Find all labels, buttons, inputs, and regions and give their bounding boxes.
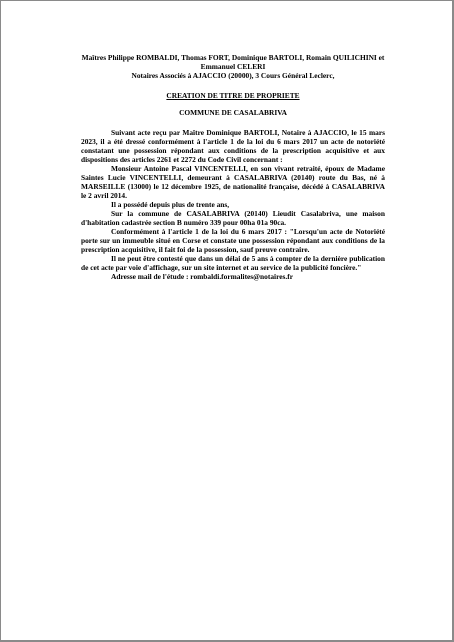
header-line-1: Maîtres Philippe ROMBALDI, Thomas FORT, Dominique BARTOLI, Romain QUILICHINI et (81, 53, 385, 62)
law-reference: Conformément à l'article 1 de la loi du 6 mars 2017 : (111, 227, 287, 236)
paragraph-act: Suivant acte reçu par Maître Dominique BARTOLI, Notaire à AJACCIO, le 15 mars 2023, il a été dressé conformément à l'article 1 de la loi du 6 mars 2017 un acte de notoriété constatant une possession répondant aux conditions de la prescription acquisitive et aux dispositions des articles 2261 et 2272 du Code Civil concernant : (81, 128, 385, 164)
notice-title: CREATION DE TITRE DE PROPRIETE (166, 91, 300, 100)
paragraph-property: Sur la commune de CASALABRIVA (20140) Lieudit Casalabriva, une maison d'habitation cadastrée section B numéro 339 pour 00ha 01a 90ca. (81, 209, 385, 227)
paragraph-person (81, 164, 385, 200)
header-line-2: Emmanuel CELERI (200, 62, 266, 71)
paragraph-email: Adresse mail de l'étude : rombaldi.formalites@notaires.fr (111, 272, 293, 281)
person-details: , en son vivant retraité, époux de Madame Saintes Lucie VINCENTELLI, demeurant à CASALABRIVA (20140) route du Bas, né à MARSEILLE (13000) le 12 décembre 1925, de nationalité française, décédé à CASALABRIVA le 2 avril 2014. (81, 164, 385, 200)
law-quote: "Lorsqu'un acte de Notoriété porte sur un immeuble situé en Corse et constate une possession répondant aux conditions de la prescription acquisitive, il fait foi de la possession, sauf preuve contraire. (81, 227, 386, 254)
paragraph-law (81, 227, 385, 254)
paragraph-contest: Il ne peut être contesté que dans un délai de 5 ans à compter de la dernière publication de cet acte par voie d'affichage, sur un site internet et au service de la publicité foncière." (81, 254, 385, 272)
header-line-3: Notaires Associés à AJACCIO (20000), 3 Cours Général Leclerc, (131, 71, 335, 80)
notice-content (81, 53, 385, 281)
notaries-header (81, 53, 385, 80)
paragraph-possession: Il a possédé depuis plus de trente ans, (111, 200, 230, 209)
person-name: Monsieur Antoine Pascal VINCENTELLI (111, 164, 247, 173)
commune-heading: COMMUNE DE CASALABRIVA (179, 108, 287, 117)
